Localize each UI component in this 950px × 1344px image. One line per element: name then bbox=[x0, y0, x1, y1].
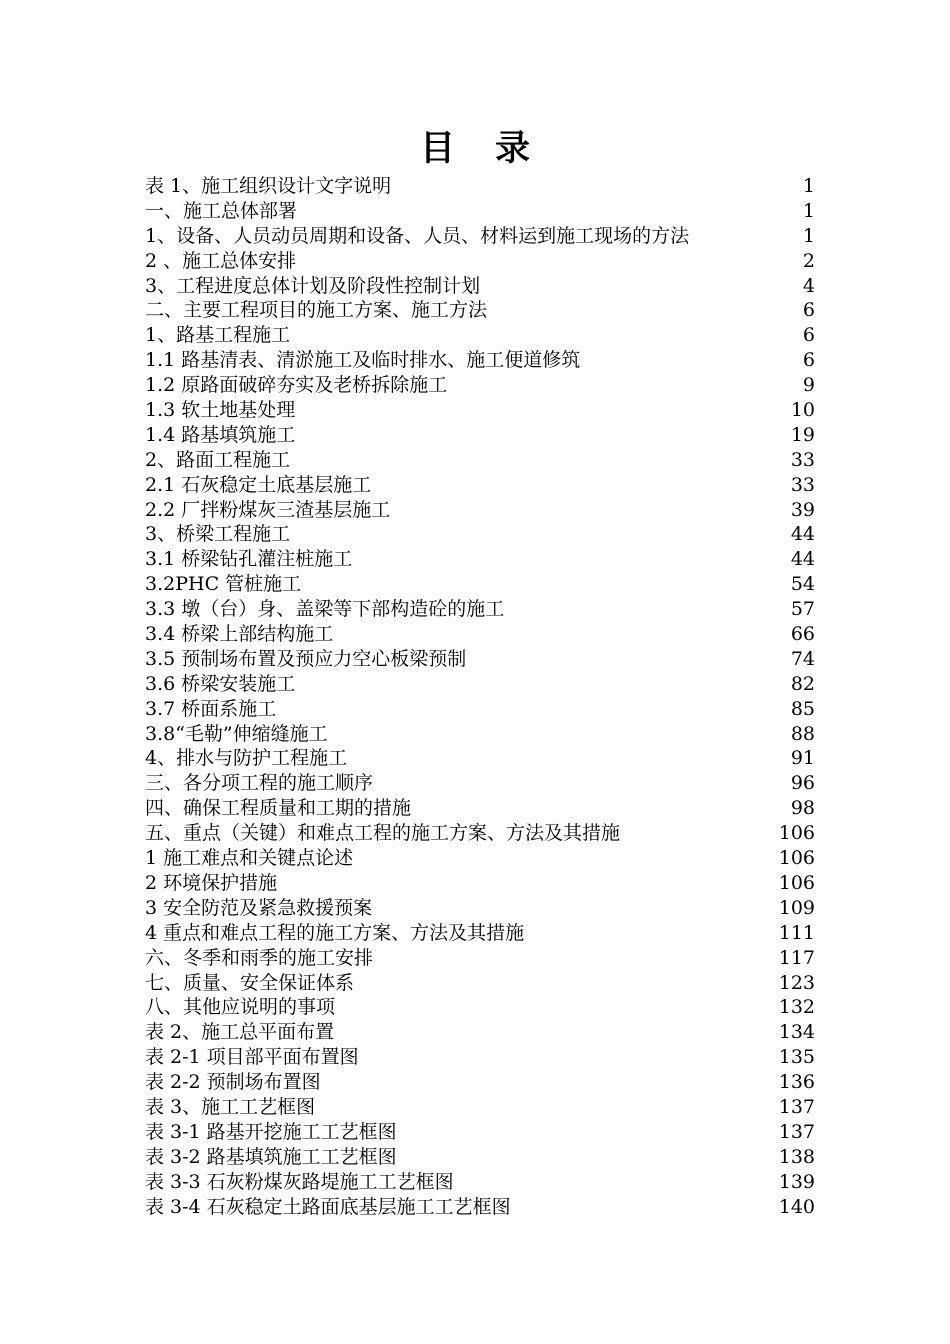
toc-entry[interactable] bbox=[145, 946, 815, 971]
toc-entry-page-number: 139 bbox=[778, 1170, 815, 1193]
toc-entry-page-number: 44 bbox=[790, 523, 815, 546]
toc-entry-page-number: 106 bbox=[778, 847, 815, 870]
toc-entry-page-number: 136 bbox=[778, 1071, 815, 1094]
toc-entry[interactable] bbox=[145, 348, 815, 373]
toc-entry-page-number: 98 bbox=[790, 797, 815, 820]
toc-entry-title: 1.2 原路面破碎夯实及老桥拆除施工 bbox=[145, 374, 448, 397]
toc-entry[interactable] bbox=[145, 498, 815, 523]
toc-entry[interactable] bbox=[145, 274, 815, 299]
toc-entry-title: 表 2-1 项目部平面布置图 bbox=[145, 1046, 359, 1069]
toc-entry-title: 1、设备、人员动员周期和设备、人员、材料运到施工现场的方法 bbox=[145, 224, 690, 247]
table-of-contents bbox=[145, 174, 815, 1219]
toc-entry[interactable] bbox=[145, 846, 815, 871]
toc-entry-title: 2.2 厂拌粉煤灰三渣基层施工 bbox=[145, 498, 391, 521]
toc-entry-title: 4、排水与防护工程施工 bbox=[145, 747, 348, 770]
toc-entry-title: 表 2、施工总平面布置 bbox=[145, 1021, 335, 1044]
toc-entry-title: 表 3-2 路基填筑施工工艺框图 bbox=[145, 1145, 397, 1168]
toc-entry[interactable] bbox=[145, 672, 815, 697]
toc-entry-title: 3.2PHC 管桩施工 bbox=[145, 573, 302, 596]
toc-entry[interactable] bbox=[145, 821, 815, 846]
toc-entry-title: 2、路面工程施工 bbox=[145, 448, 291, 471]
toc-entry-title: 3、工程进度总体计划及阶段性控制计划 bbox=[145, 274, 481, 297]
toc-entry-title: 3、桥梁工程施工 bbox=[145, 523, 291, 546]
toc-entry-title: 2 环境保护措施 bbox=[145, 871, 278, 894]
toc-entry-title: 3.8“毛勒”伸缩缝施工 bbox=[145, 722, 328, 745]
toc-entry-title: 表 3-1 路基开挖施工工艺框图 bbox=[145, 1120, 397, 1143]
toc-entry[interactable] bbox=[145, 174, 815, 199]
toc-entry[interactable] bbox=[145, 398, 815, 423]
toc-entry-title: 表 1、施工组织设计文字说明 bbox=[145, 175, 392, 197]
toc-entry[interactable] bbox=[145, 373, 815, 398]
toc-entry-title: 二、主要工程项目的施工方案、施工方法 bbox=[145, 299, 488, 322]
toc-entry-page-number: 4 bbox=[802, 274, 815, 297]
toc-entry-page-number: 44 bbox=[790, 548, 815, 571]
toc-entry-page-number: 9 bbox=[802, 374, 815, 397]
toc-entry[interactable] bbox=[145, 423, 815, 448]
toc-entry[interactable] bbox=[145, 722, 815, 747]
toc-entry[interactable] bbox=[145, 249, 815, 274]
toc-entry-page-number: 91 bbox=[790, 747, 815, 770]
toc-entry-page-number: 123 bbox=[778, 971, 815, 994]
toc-entry-page-number: 117 bbox=[778, 946, 815, 969]
toc-entry-page-number: 66 bbox=[790, 623, 815, 646]
toc-entry-title: 表 3、施工工艺框图 bbox=[145, 1095, 316, 1118]
toc-entry-title: 表 2-2 预制场布置图 bbox=[145, 1071, 321, 1094]
toc-entry[interactable] bbox=[145, 199, 815, 224]
toc-entry-title: 2.1 石灰稳定土底基层施工 bbox=[145, 473, 372, 496]
toc-entry-page-number: 106 bbox=[778, 871, 815, 894]
toc-entry-page-number: 88 bbox=[790, 722, 815, 745]
toc-entry-title: 三、各分项工程的施工顺序 bbox=[145, 772, 374, 795]
toc-entry[interactable] bbox=[145, 1170, 815, 1195]
toc-entry-page-number: 1 bbox=[802, 199, 815, 222]
toc-entry-title: 3 安全防范及紧急救援预案 bbox=[145, 896, 373, 919]
toc-entry[interactable] bbox=[145, 921, 815, 946]
page-title: 目录 bbox=[419, 129, 570, 169]
toc-entry[interactable] bbox=[145, 1070, 815, 1095]
toc-entry[interactable] bbox=[145, 647, 815, 672]
toc-entry-page-number: 6 bbox=[802, 349, 815, 372]
toc-entry-page-number: 1 bbox=[802, 224, 815, 247]
toc-entry[interactable] bbox=[145, 622, 815, 647]
toc-entry-page-number: 33 bbox=[790, 473, 815, 496]
toc-entry-page-number: 10 bbox=[790, 399, 815, 422]
toc-entry-title: 1 施工难点和关键点论述 bbox=[145, 847, 354, 870]
toc-entry[interactable] bbox=[145, 896, 815, 921]
toc-entry[interactable] bbox=[145, 746, 815, 771]
toc-entry-title: 3.5 预制场布置及预应力空心板梁预制 bbox=[145, 647, 467, 670]
toc-entry-page-number: 19 bbox=[790, 423, 815, 446]
toc-entry-page-number: 138 bbox=[778, 1145, 815, 1168]
toc-entry-page-number: 140 bbox=[778, 1195, 815, 1218]
toc-entry[interactable] bbox=[145, 796, 815, 821]
toc-entry[interactable] bbox=[145, 1120, 815, 1145]
toc-entry-page-number: 6 bbox=[802, 324, 815, 347]
toc-entry-page-number: 57 bbox=[790, 598, 815, 621]
toc-entry[interactable] bbox=[145, 1045, 815, 1070]
toc-entry-page-number: 85 bbox=[790, 697, 815, 720]
toc-entry[interactable] bbox=[145, 448, 815, 473]
toc-entry-title: 1.1 路基清表、清淤施工及临时排水、施工便道修筑 bbox=[145, 349, 581, 372]
toc-entry[interactable] bbox=[145, 572, 815, 597]
toc-entry-page-number: 137 bbox=[778, 1120, 815, 1143]
toc-entry-title: 四、确保工程质量和工期的措施 bbox=[145, 797, 412, 820]
toc-entry-title: 3.7 桥面系施工 bbox=[145, 697, 277, 720]
toc-entry[interactable] bbox=[145, 971, 815, 996]
toc-entry[interactable] bbox=[145, 298, 815, 323]
toc-entry-page-number: 54 bbox=[790, 573, 815, 596]
toc-entry-title: 1、路基工程施工 bbox=[145, 324, 291, 347]
toc-entry[interactable] bbox=[145, 522, 815, 547]
toc-entry[interactable] bbox=[145, 871, 815, 896]
toc-entry-title: 八、其他应说明的事项 bbox=[145, 996, 336, 1019]
toc-entry-page-number: 137 bbox=[778, 1095, 815, 1118]
toc-entry[interactable] bbox=[145, 323, 815, 348]
toc-entry-page-number: 96 bbox=[790, 772, 815, 795]
toc-entry[interactable] bbox=[145, 224, 815, 249]
toc-entry-title: 1.4 路基填筑施工 bbox=[145, 423, 296, 446]
toc-entry[interactable] bbox=[145, 1095, 815, 1120]
toc-entry-title: 五、重点（关键）和难点工程的施工方案、方法及其措施 bbox=[145, 822, 621, 845]
toc-entry-title: 4 重点和难点工程的施工方案、方法及其措施 bbox=[145, 921, 525, 944]
toc-entry-title: 表 3-4 石灰稳定土路面底基层施工工艺框图 bbox=[145, 1195, 511, 1218]
toc-entry-title: 3.4 桥梁上部结构施工 bbox=[145, 623, 334, 646]
toc-entry-page-number: 74 bbox=[790, 647, 815, 670]
toc-entry-title: 表 3-3 石灰粉煤灰路堤施工工艺框图 bbox=[145, 1170, 454, 1193]
toc-entry[interactable] bbox=[145, 771, 815, 796]
toc-entry-page-number: 6 bbox=[802, 299, 815, 322]
toc-entry-page-number: 109 bbox=[778, 896, 815, 919]
toc-entry-page-number: 111 bbox=[778, 921, 815, 944]
toc-entry[interactable] bbox=[145, 547, 815, 572]
toc-entry-page-number: 2 bbox=[802, 249, 815, 272]
toc-entry[interactable] bbox=[145, 473, 815, 498]
toc-entry-title: 六、冬季和雨季的施工安排 bbox=[145, 946, 374, 969]
toc-entry-title: 3.3 墩（台）身、盖梁等下部构造砼的施工 bbox=[145, 598, 505, 621]
toc-entry-page-number: 135 bbox=[778, 1046, 815, 1069]
toc-entry-page-number: 134 bbox=[778, 1021, 815, 1044]
toc-entry-title: 一、施工总体部署 bbox=[145, 199, 298, 222]
toc-entry-page-number: 1 bbox=[802, 175, 815, 197]
toc-entry-page-number: 132 bbox=[778, 996, 815, 1019]
toc-entry[interactable] bbox=[145, 995, 815, 1020]
toc-entry-title: 1.3 软土地基处理 bbox=[145, 399, 296, 422]
toc-entry-title: 七、质量、安全保证体系 bbox=[145, 971, 355, 994]
toc-entry-page-number: 39 bbox=[790, 498, 815, 521]
toc-entry-title: 3.6 桥梁安装施工 bbox=[145, 672, 296, 695]
toc-entry-page-number: 106 bbox=[778, 822, 815, 845]
toc-entry-page-number: 33 bbox=[790, 448, 815, 471]
toc-entry[interactable] bbox=[145, 597, 815, 622]
toc-entry-page-number: 82 bbox=[790, 672, 815, 695]
toc-entry[interactable] bbox=[145, 1195, 815, 1220]
toc-entry[interactable] bbox=[145, 697, 815, 722]
toc-entry-title: 2 、施工总体安排 bbox=[145, 249, 297, 272]
toc-entry-title: 3.1 桥梁钻孔灌注桩施工 bbox=[145, 548, 353, 571]
toc-entry[interactable] bbox=[145, 1020, 815, 1045]
toc-entry[interactable] bbox=[145, 1145, 815, 1170]
